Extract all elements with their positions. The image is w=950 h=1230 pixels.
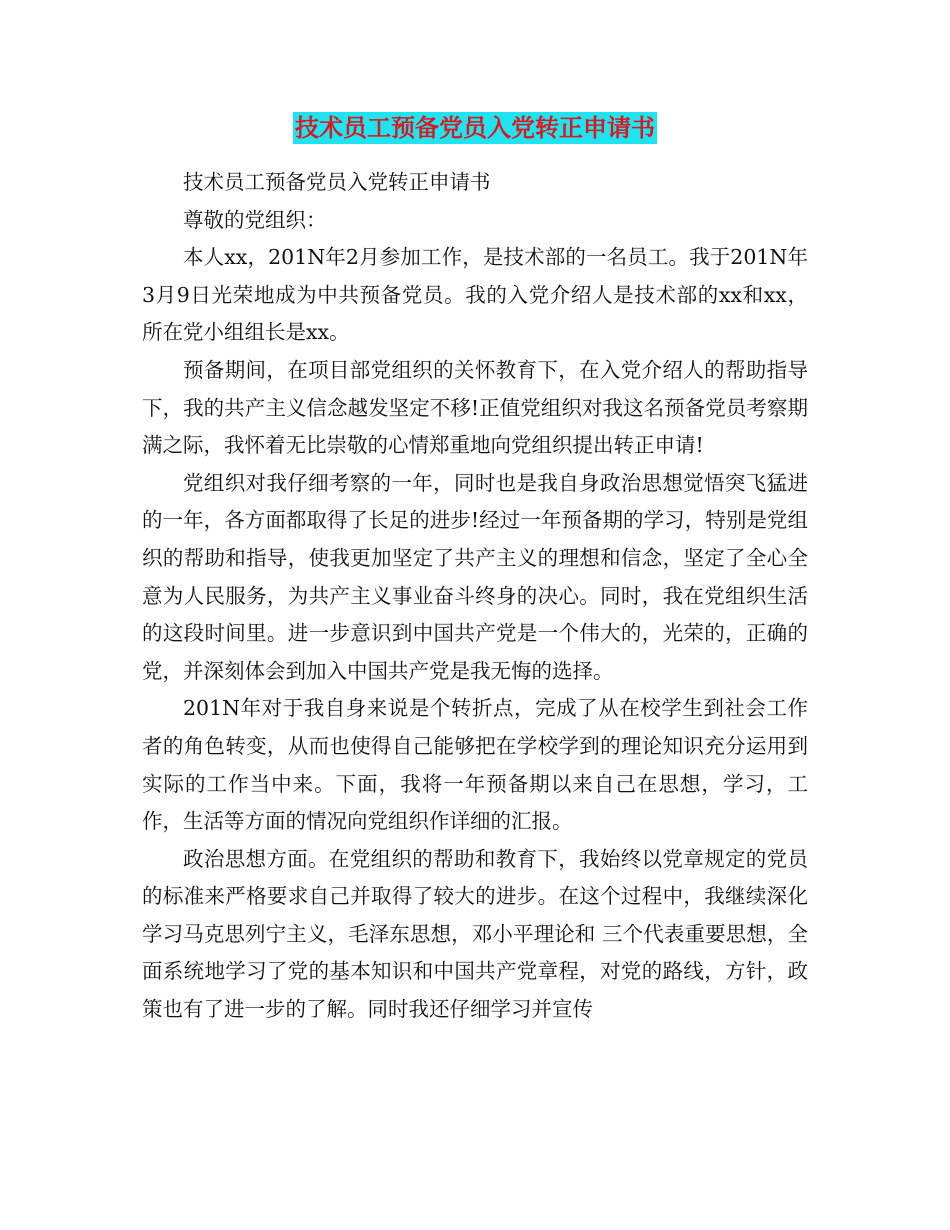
paragraph: 本人xx，201N年2月参加工作，是技术部的一名员工。我于201N年3月9日光荣地成为中共预备党员。我的入党介绍人是技术部的xx和xx，所在党小组组长是xx。 [142, 245, 808, 345]
document-title: 技术员工预备党员入党转正申请书 [295, 114, 655, 142]
document-body [142, 164, 808, 1029]
body-heading: 技术员工预备党员入党转正申请书 [183, 170, 491, 194]
title-container [0, 112, 950, 144]
paragraph: 201N年对于我自身来说是个转折点，完成了从在校学生到社会工作者的角色转变，从而也使得自己能够把在学校学到的理论知识充分运用到实际的工作当中来。下面，我将一年预备期以来自己在思想，学习，工作，生活等方面的情况向党组织作详细的汇报。 [142, 696, 808, 834]
paragraph: 党组织对我仔细考察的一年，同时也是我自身政治思想觉悟突飞猛进的一年，各方面都取得了长足的进步!经过一年预备期的学习，特别是党组织的帮助和指导，使我更加坚定了共产主义的理想和信念，坚定了全心全意为人民服务，为共产主义事业奋斗终身的决心。同时，我在党组织生活的这段时间里。进一步意识到中国共产党是一个伟大的，光荣的，正确的党，并深刻体会到加入中国共产党是我无悔的选择。 [142, 470, 808, 683]
paragraph: 政治思想方面。在党组织的帮助和教育下，我始终以党章规定的党员的标准来严格要求自己并取得了较大的进步。在这个过程中，我继续深化学习马克思列宁主义，毛泽东思想，邓小平理论和 三个代表重要思想，全面系统地学习了党的基本知识和中国共产党章程，对党的路线，方针，政策也有了进一步的了解。同时我还仔细学习并宣传 [142, 846, 808, 1022]
salutation: 尊敬的党组织： [183, 207, 327, 232]
paragraph: 预备期间，在项目部党组织的关怀教育下，在入党介绍人的帮助指导下，我的共产主义信念越发坚定不移!正值党组织对我这名预备党员考察期满之际，我怀着无比崇敬的心情郑重地向党组织提出转正申请! [142, 357, 808, 458]
